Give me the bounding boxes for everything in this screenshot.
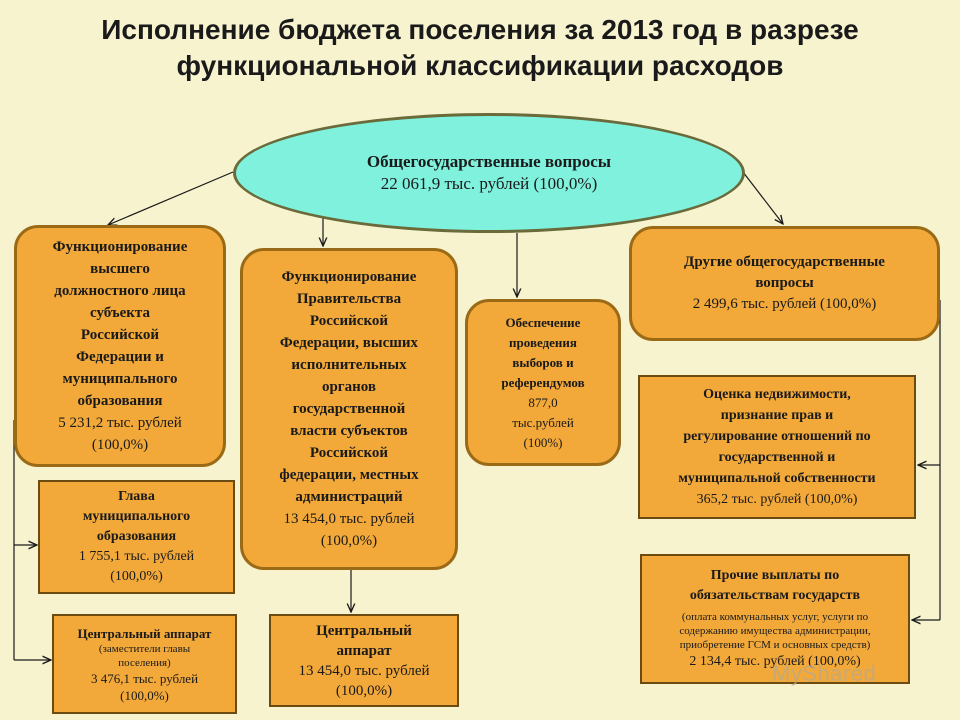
note-line: содержанию имущества администрации, [679,625,871,637]
node-municipal-head [38,480,235,594]
label-line: признание прав и [720,408,834,423]
node-central-right-label [316,621,412,661]
label-line: Обеспечение [505,314,581,330]
note-line: (заместители главы [98,642,191,655]
node-central-right-value: 13 454,0 тыс. рублей [298,662,430,679]
node-top-official-value: 5 231,2 тыс. рублей [58,415,182,431]
label-line: проведения [509,334,577,350]
node-central-apparatus-deputies [52,614,237,714]
label-line: исполнительных [291,357,407,373]
label-line: образования [96,529,177,544]
node-elections [465,299,621,466]
label-line: Правительства [296,291,402,307]
node-central-left-value: 3 476,1 тыс. рублей [90,670,199,686]
label-line: Функционирование [281,269,417,285]
arrow-to-other [743,172,783,224]
node-payments-value: 2 134,4 тыс. рублей (100,0%) [689,654,861,669]
node-elections-label [501,313,584,393]
node-central-right-percent: (100,0%) [335,682,393,699]
label-line: муниципального [62,371,178,387]
node-government-label [279,266,418,508]
root-node-general-issues [233,113,745,233]
label-line: выборов и [512,354,574,370]
label-line: Российской [309,445,389,461]
label-line: вопросы [755,275,814,291]
label-line: субъекта [89,305,150,321]
title-line-1: Исполнение бюджета поселения за 2013 год в разрезе [101,14,859,45]
label-line: регулирование отношений по [683,429,871,444]
label-line: Федерации, высших [279,335,419,351]
node-other-label [684,252,885,294]
root-node-value: 22 061,9 тыс. рублей (100,0%) [380,174,598,193]
label-line: Центральный [316,622,412,639]
label-line: муниципального [82,509,191,524]
node-top-official-label [53,236,188,412]
label-line: государственной и [718,450,836,465]
label-line: Глава [118,489,155,504]
label-line: Оценка недвижимости, [703,387,851,402]
label-line: власти субъектов [290,423,408,439]
label-line: должностного лица [54,283,186,299]
arrow-to-top-official [108,172,233,225]
node-head-label [83,487,190,547]
label-line: Функционирование [52,239,188,255]
node-property-valuation [638,375,916,519]
node-property-value: 365,2 тыс. рублей (100,0%) [696,492,858,507]
node-top-official-percent: (100,0%) [91,437,149,453]
note-line: (оплата коммунальных услуг, услуги по [681,611,869,623]
label-line: Федерации и [76,349,164,365]
label-line: Российской [80,327,160,343]
node-payments-label [690,566,860,606]
label-line: высшего [90,261,150,277]
label-line: Российской [309,313,389,329]
node-elections-value: 877,0 [528,394,558,410]
node-head-percent: (100,0%) [110,569,163,584]
note-line: приобретение ГСМ и основных средств) [679,639,871,651]
node-head-value: 1 755,1 тыс. рублей [78,549,195,564]
label-line: федерации, местных [279,467,419,483]
label-line: муниципальной собственности [678,471,876,486]
node-government-value: 13 454,0 тыс. рублей [283,511,415,527]
label-line: государственной [292,401,406,417]
node-government-percent: (100,0%) [320,533,378,549]
node-central-left-note [99,642,190,670]
label-line: органов [321,379,376,395]
node-other-issues [629,226,940,341]
node-other-value: 2 499,6 тыс. рублей (100,0%) [692,296,877,312]
node-central-left-title: Центральный аппарат [77,625,212,641]
node-elections-unit: тыс.рублей [512,414,574,430]
label-line: Прочие выплаты по [710,568,840,583]
node-elections-percent: (100%) [523,434,563,450]
label-line: образования [77,393,163,409]
label-line: аппарат [336,642,392,659]
node-top-official [14,225,226,467]
title-line-2: функциональной классификации расходов [176,50,784,81]
node-central-apparatus [269,614,459,707]
label-line: обязательствам государств [689,588,861,603]
label-line: референдумов [501,374,585,390]
watermark-logo: MyShared [772,661,877,686]
node-property-label [678,384,875,489]
node-central-left-percent: (100,0%) [120,687,169,703]
label-line: администраций [295,489,403,505]
note-line: поселения) [118,656,171,669]
label-line: Другие общегосударственные [684,254,885,270]
node-payments-note [679,610,870,652]
root-node-title: Общегосударственные вопросы [366,152,612,171]
node-government [240,248,458,570]
